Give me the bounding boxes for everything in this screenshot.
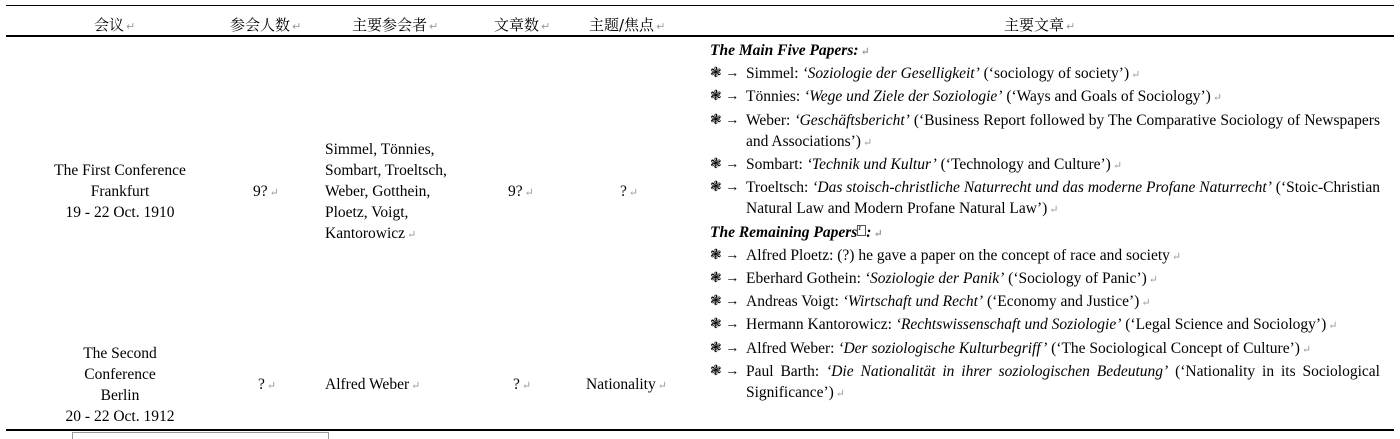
flower-arrow-bullet-icon: ❃ →	[710, 294, 740, 310]
flower-arrow-bullet-icon: ❃ →	[710, 157, 740, 173]
flower-arrow-bullet-icon: ❃ →	[710, 271, 740, 287]
paper-translation: (‘Ways and Goals of Sociology’)	[1002, 88, 1211, 106]
paper-translation: (‘Nationality in its Sociological Significance’)	[746, 362, 1380, 402]
row1-attendees: Simmel, Tönnies, Sombart, Troeltsch, Weber, Gotthein, Ploetz, Voigt, Kantorowicz ↵	[325, 141, 447, 242]
paper-title: ‘Soziologie der Geselligkeit’	[802, 65, 980, 83]
paper-translation: (‘sociology of society’)	[979, 65, 1130, 83]
paper-author: Hermann Kantorowicz:	[746, 316, 896, 334]
paper-author: Sombart:	[746, 156, 807, 174]
paper-author: Eberhard Gothein:	[746, 270, 865, 288]
paper-translation: (?) he gave a paper on the concept of race and society	[837, 246, 1170, 264]
paper-list-item: ❃ → Alfred Weber: ‘Der soziologische Kulturbegriff’ (‘The Sociological Concept of Culture’) ↵	[710, 338, 1380, 361]
row2-paper-count: ? ↵	[513, 376, 532, 393]
header-main-papers: 主要文章 ↵	[1004, 16, 1076, 34]
row2-meeting: The Second Conference Berlin 20 - 22 Oct. 1912	[65, 345, 175, 425]
paper-translation: (‘Technology and Culture’)	[936, 156, 1111, 174]
row1-meeting: The First Conference Frankfurt 19 - 22 Oct. 1910	[54, 162, 186, 221]
paper-title: ‘Die Nationalität in ihrer soziologischen Bedeutung’	[826, 362, 1169, 380]
header-attendee-count: 参会人数 ↵	[230, 16, 302, 34]
paper-list-item: ❃ → Tönnies: ‘Wege und Ziele der Soziologie’ (‘Ways and Goals of Sociology’) ↵	[710, 86, 1380, 109]
remaining-papers-heading: The Remaining Papers1 : ↵	[710, 223, 883, 241]
footnote-fragment	[72, 432, 329, 439]
flower-arrow-bullet-icon: ❃ →	[710, 66, 740, 82]
flower-arrow-bullet-icon: ❃ →	[710, 340, 740, 356]
papers-column	[710, 40, 1380, 405]
row2-theme: Nationality ↵	[586, 376, 667, 393]
paper-list-item: ❃ → Troeltsch: ‘Das stoisch-christliche Naturrecht und das moderne Profane Naturrecht’ (‘Stoic-Christian Natural Law and Modern Profane Natural Law’) ↵	[710, 179, 1380, 218]
header-theme: 主题/焦点 ↵	[589, 16, 666, 34]
table-bottom-border	[6, 429, 1394, 431]
paper-translation: (‘Stoic-Christian Natural Law and Modern Profane Natural Law’)	[746, 179, 1380, 218]
paper-list-item: ❃ → Weber: ‘Geschäftsbericht’ (‘Business Report followed by The Comparative Sociology of Newspapers and Associations’) ↵	[710, 111, 1380, 150]
paper-translation: (‘Economy and Justice’)	[983, 293, 1140, 311]
flower-arrow-bullet-icon: ❃ →	[710, 317, 740, 333]
row2-attendees: Alfred Weber ↵	[325, 376, 421, 393]
paper-translation: (‘Legal Science and Sociology’)	[1121, 316, 1327, 334]
flower-arrow-bullet-icon: ❃ →	[710, 89, 740, 105]
paper-list-item: ❃ → Eberhard Gothein: ‘Soziologie der Panik’ (‘Sociology of Panic’) ↵	[710, 268, 1380, 291]
paper-author: Alfred Ploetz:	[746, 246, 838, 264]
paper-title: ‘Rechtswissenschaft und Soziologie’	[895, 316, 1122, 334]
footnote-marker: 1	[857, 225, 866, 236]
paper-title: ‘Technik und Kultur’	[806, 156, 937, 174]
flower-arrow-bullet-icon: ❃ →	[710, 363, 740, 379]
header-main-attendees: 主要参会者 ↵	[352, 16, 439, 34]
paper-translation: (‘Sociology of Panic’)	[1004, 270, 1147, 288]
table-top-border	[6, 5, 1394, 6]
main-papers-heading: The Main Five Papers: ↵	[710, 42, 870, 59]
paper-translation: (‘The Sociological Concept of Culture’)	[1047, 339, 1300, 357]
header-meeting: 会议 ↵	[94, 16, 136, 34]
paper-author: Simmel:	[746, 65, 803, 83]
flower-arrow-bullet-icon: ❃ →	[710, 247, 740, 263]
paper-title: ‘Wirtschaft und Recht’	[842, 293, 984, 311]
paper-list-item: ❃ → Paul Barth: ‘Die Nationalität in ihrer soziologischen Bedeutung’ (‘Nationality in its Sociological Significance’) ↵	[710, 362, 1380, 402]
paper-author: Alfred Weber:	[746, 339, 839, 357]
row2-attendee-count: ? ↵	[258, 376, 277, 393]
paper-list-item: ❃ → Sombart: ‘Technik und Kultur’ (‘Technology and Culture’) ↵	[710, 154, 1380, 177]
paper-author: Weber:	[746, 111, 795, 129]
paper-list-item: ❃ → Hermann Kantorowicz: ‘Rechtswissenschaft und Soziologie’ (‘Legal Science and Sociology’) ↵	[710, 314, 1380, 337]
paper-title: ‘Der soziologische Kulturbegriff’	[838, 339, 1048, 357]
paper-list-item: ❃ → Simmel: ‘Soziologie der Geselligkeit’ (‘sociology of society’) ↵	[710, 63, 1380, 86]
header-paper-count: 文章数 ↵	[494, 16, 551, 34]
paper-title: ‘Soziologie der Panik’	[864, 270, 1005, 288]
paper-translation: (‘Business Report followed by The Comparative Sociology of Newspapers and Associations’)	[746, 111, 1380, 150]
paper-list-item: ❃ → Andreas Voigt: ‘Wirtschaft und Recht’ (‘Economy and Justice’) ↵	[710, 291, 1380, 314]
paper-title: ‘Geschäftsbericht’	[794, 111, 910, 129]
row1-attendee-count: 9? ↵	[253, 183, 279, 200]
paper-list-item: ❃ → Alfred Ploetz: (?) he gave a paper on the concept of race and society ↵	[710, 245, 1380, 268]
paper-author: Troeltsch:	[746, 179, 813, 197]
flower-arrow-bullet-icon: ❃ →	[710, 180, 740, 196]
paper-author: Andreas Voigt:	[746, 293, 843, 311]
flower-arrow-bullet-icon: ❃ →	[710, 112, 740, 128]
paper-author: Tönnies:	[746, 88, 805, 106]
row1-paper-count: 9? ↵	[508, 183, 534, 200]
paper-title: ‘Wege und Ziele der Soziologie’	[804, 88, 1003, 106]
header-bottom-border	[6, 35, 1394, 37]
row1-theme: ? ↵	[620, 183, 639, 200]
paper-title: ‘Das stoisch-christliche Naturrecht und das moderne Profane Naturrecht’	[812, 179, 1272, 197]
paper-author: Paul Barth:	[746, 362, 827, 380]
